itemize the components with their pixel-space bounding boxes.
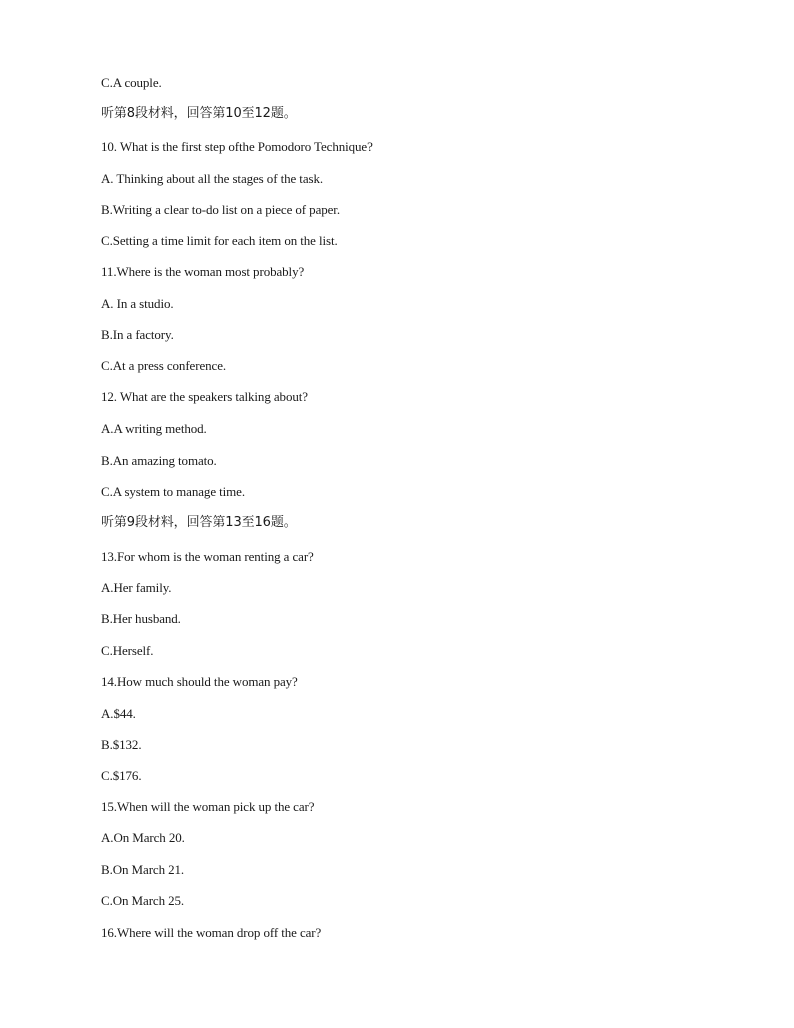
section-heading-9: 听第9段材料，回答第13至16题。 — [101, 515, 297, 530]
option-10a: A. Thinking about all the stages of the task. — [101, 171, 323, 186]
option-15c: C.On March 25. — [101, 893, 185, 908]
question-12: 12. What are the speakers talking about? — [101, 389, 308, 404]
option-15a: A.On March 20. — [101, 830, 185, 845]
question-11: 11.Where is the woman most probably? — [101, 264, 305, 279]
question-16: 16.Where will the woman drop off the car? — [101, 925, 322, 940]
option-11c: C.At a press conference. — [101, 358, 227, 373]
option-13b: B.Her husband. — [101, 611, 181, 626]
question-13: 13.For whom is the woman renting a car? — [101, 549, 314, 564]
option-15b: B.On March 21. — [101, 862, 185, 877]
option-10b: B.Writing a clear to-do list on a piece of paper. — [101, 202, 340, 217]
option-10c: C.Setting a time limit for each item on the list. — [101, 233, 338, 248]
option-14a: A.$44. — [101, 706, 136, 721]
option-11b: B.In a factory. — [101, 327, 174, 342]
option-13a: A.Her family. — [101, 580, 172, 595]
question-15: 15.When will the woman pick up the car? — [101, 799, 315, 814]
option-14b: B.$132. — [101, 737, 142, 752]
option-11a: A. In a studio. — [101, 296, 174, 311]
option-12a: A.A writing method. — [101, 421, 207, 436]
question-14: 14.How much should the woman pay? — [101, 674, 298, 689]
option-12c: C.A system to manage time. — [101, 484, 245, 499]
option-13c: C.Herself. — [101, 643, 154, 658]
option-14c: C.$176. — [101, 768, 142, 783]
question-10: 10. What is the first step ofthe Pomodoro Technique? — [101, 139, 373, 154]
section-heading-8: 听第8段材料，回答第10至12题。 — [101, 106, 297, 121]
option-9c: C.A couple. — [101, 75, 162, 90]
option-12b: B.An amazing tomato. — [101, 453, 217, 468]
